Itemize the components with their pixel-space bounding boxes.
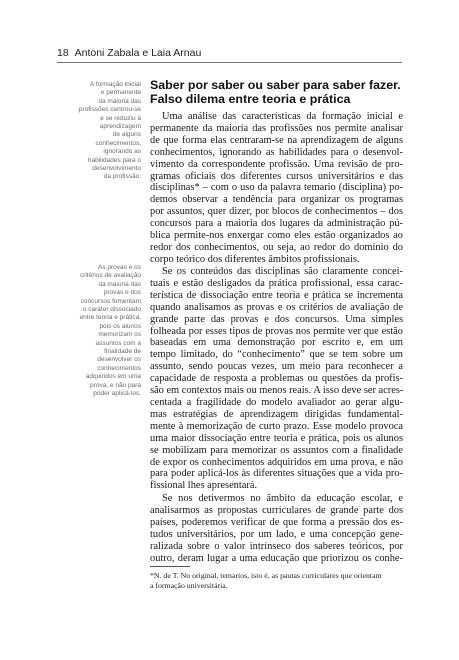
margin-note-line: aprendizagem [99, 123, 141, 131]
page-number: 18 [57, 47, 69, 59]
body-line: gramas oficiais dos diferentes cursos universitários e das [150, 170, 403, 182]
margin-note-line: provas e dos [103, 289, 141, 297]
margin-note-line: critérios de avaliação [79, 272, 141, 280]
body-line: Se nos detivermos no âmbito da educação escolar, e [162, 493, 403, 504]
body-line: mas estratégias de aprendizagem dirigidas fundamental- [150, 408, 403, 420]
body-line: redor dos conhecimentos, ou seja, ao redor do domínio do [150, 241, 403, 253]
margin-note-line: de alguns [112, 131, 141, 139]
body-line: tempo limitado, do “conhecimento” que se tem sobre um [150, 349, 403, 361]
body-line: outro, deram lugar a uma educação que priorizou os conhe- [150, 552, 403, 564]
footnote [150, 571, 403, 590]
body-line: fissional lhes apresentará. [150, 480, 258, 492]
body-line: países, poderemos verificar de que forma a pressão dos es- [150, 516, 403, 528]
body-line: vimento da correspondente profissão. Uma revisão de pro- [150, 158, 403, 170]
body-line: terística de dissociação entre teoria e prática se incrementa [150, 289, 403, 301]
body-line: para poder aplicá-los às diferentes situações que a vida pro- [150, 468, 403, 480]
section-title-line: Falso dilema entre teoria e prática [150, 92, 351, 106]
section-title-line: Saber por saber ou saber para saber fazer. [150, 78, 401, 92]
margin-note-line: o caráter dissociado [82, 306, 141, 314]
margin-note-line: concursos fomentam [80, 297, 141, 305]
body-line: quando analisamos as provas e os critérios de avaliação de [150, 301, 403, 313]
margin-note-line: e se reduziu à [100, 114, 141, 122]
body-line: baseadas em uma demonstração por escrito e, em um [150, 337, 403, 349]
margin-note-line: prova, e não para [90, 381, 141, 389]
margin-note-line: A formação inicial [90, 81, 141, 88]
margin-note-line: adquiridos em uma [85, 373, 141, 381]
body-line: centada a fragilidade do modelo avaliador ao gerar algu- [150, 396, 403, 408]
margin-note-2 [59, 264, 141, 399]
body-line: se mobilizam para memorizar os assuntos com a finalidade [150, 444, 403, 456]
header-authors: Antoni Zabala e Laia Arnau [74, 47, 202, 59]
paragraph-1 [150, 111, 403, 266]
body-line: analisarmos as propostas curriculares de grande parte dos [150, 504, 403, 516]
footnote-rule [150, 566, 190, 567]
body-line: permanente da maioria das profissões nos permite analisar [150, 122, 403, 134]
body-line: blica permite-nos enxergar como eles estão organizados ao [150, 230, 403, 242]
margin-note-line: memorizam os [98, 331, 141, 339]
section-title [150, 78, 401, 106]
body-line: tudos universitários, por um lado, e uma concepção gene- [150, 528, 403, 540]
margin-note-line: pois os alunos [99, 322, 141, 330]
body-line: ralizada sobre o valor intrínseco dos saberes teóricos, por [150, 540, 403, 552]
margin-note-line: desenvolvimento [92, 165, 141, 173]
body-line: grande parte das provas e dos concursos. Uma simples [150, 313, 403, 325]
margin-note-line: e permanente [100, 89, 141, 97]
body-line: por assuntos, quer dizer, por blocos de conhecimentos – dos [150, 206, 403, 218]
margin-note-line: da maioria das [98, 97, 141, 105]
margin-note-line: profissões centrou-se [78, 106, 141, 114]
body-line: tuais e estão desligados da prática profissional, essa carac- [150, 277, 403, 289]
margin-note-line: poder aplicá-los. [93, 390, 141, 398]
body-line: concursos para a maioria dos lugares da administração pú- [150, 218, 403, 230]
margin-note-line: assuntos com a [95, 339, 141, 347]
body-line: Se os conteúdos das disciplinas são claramente concei- [162, 266, 403, 277]
body-line: Uma análise das características da formação inicial e [162, 111, 403, 122]
margin-note-line: entre teoria e prática, [79, 314, 141, 322]
margin-note-line: As provas e os [98, 264, 141, 271]
margin-note-1 [59, 81, 141, 182]
body-line: assunto, sendo poucas vezes, um meio para reconhecer a [150, 361, 403, 373]
margin-note-line: finalidade de [104, 348, 141, 356]
body-line: disciplinas* – com o uso da palavra temario (disciplina) po- [150, 182, 403, 194]
body-line: demos observar a tendência para organizar os programas [150, 194, 403, 206]
footnote-line: *N. de T. No original, temarios, isto é, as pautas curriculares que orientam [150, 571, 382, 580]
body-line: mente à memorização de curto prazo. Esse modelo provoca [150, 420, 403, 432]
margin-note-line: conhecimentos [97, 364, 141, 372]
body-line: uma maior dissociação entre teoria e prática, pois os alunos [150, 432, 403, 444]
margin-note-line: ignorando as [103, 148, 141, 156]
footnote-line: a formação universitária. [150, 580, 228, 590]
margin-note-line: conhecimentos, [95, 139, 141, 147]
body-line: corpo teórico dos diferentes âmbitos profissionais. [150, 253, 360, 265]
body-line: são em contextos mais ou menos reais. A isso deve ser acres- [150, 385, 403, 397]
margin-note-line: habilidades para o [87, 156, 141, 164]
paragraph-3 [150, 493, 403, 564]
margin-note-line: da maioria das [98, 280, 141, 288]
running-header [57, 47, 201, 59]
paragraph-2 [150, 266, 403, 492]
body-line: capacidade de resposta a problemas ou questões da profis- [150, 373, 403, 385]
header-rule [57, 62, 402, 63]
body-line: de que forma elas centraram-se na aprendizagem de alguns [150, 134, 403, 146]
margin-note-line: desenvolver os [97, 356, 141, 364]
body-line: conhecimentos, ignorando as habilidades para o desenvol- [150, 146, 403, 158]
body-line: de expor os conhecimentos adquiridos em uma prova, e não [150, 456, 403, 468]
body-line: folheada por esses tipos de provas nos permite ver que estão [150, 325, 403, 337]
margin-note-line: da profissão. [103, 173, 141, 181]
